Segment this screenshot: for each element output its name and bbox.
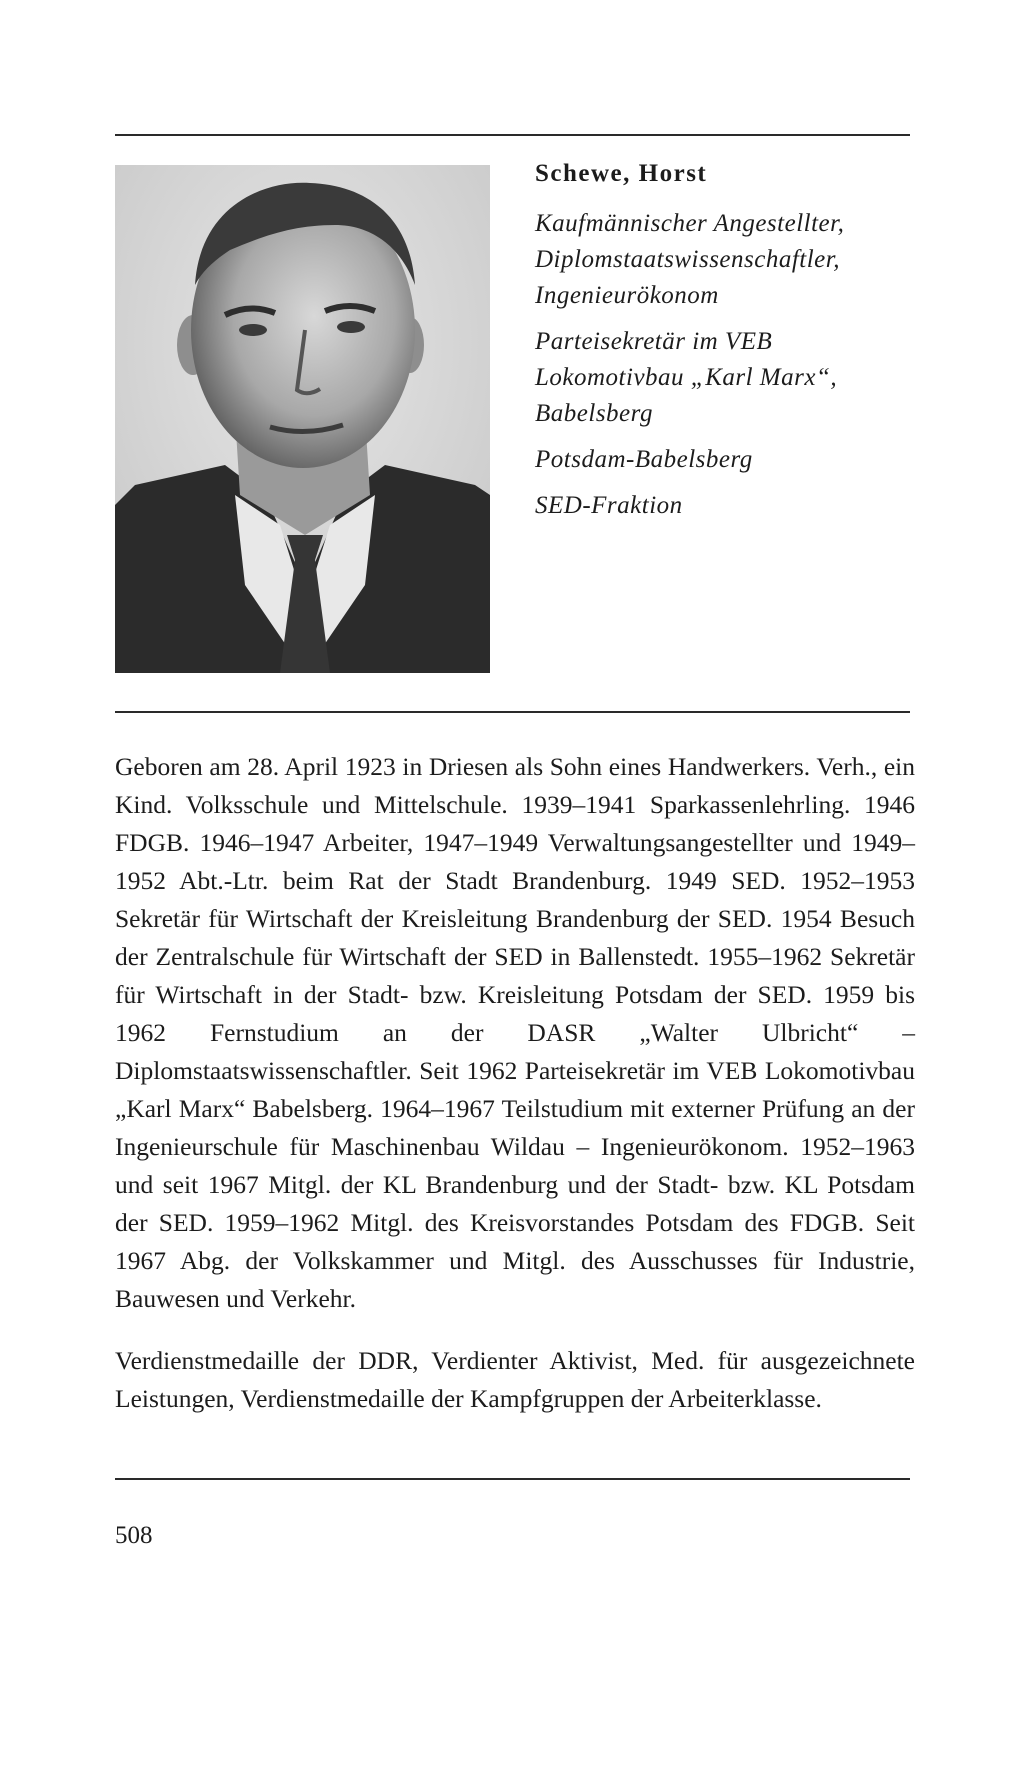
middle-divider	[115, 711, 910, 713]
faction-line: SED-Fraktion	[535, 492, 683, 519]
page-number: 508	[115, 1522, 153, 1549]
residence-line: Potsdam-Babelsberg	[535, 446, 753, 473]
position-line: Parteisekretär im VEB Lokomotivbau „Karl Marx“, Babelsberg	[535, 328, 838, 427]
awards-text: Verdienstmedaille der DDR, Verdienter Aktivist, Med. für ausgezeichnete Leistungen, Verdienstmedaille der Kampfgruppen der Arbeiterklasse.	[115, 1346, 915, 1413]
entry-header	[535, 160, 925, 534]
portrait-photo	[115, 165, 490, 673]
top-divider	[115, 134, 910, 136]
biography-text: Geboren am 28. April 1923 in Driesen als Sohn eines Handwerkers. Verh., ein Kind. Volksschule und Mittelschule. 1939–1941 Sparkassenlehrling. 1946 FDGB. 1946–1947 Arbeiter, 1947–1949 Verwaltungsangestellter und 1949–1952 Abt.-Ltr. beim Rat der Stadt Brandenburg. 1949 SED. 1952–1953 Sekretär für Wirtschaft der Kreisleitung Brandenburg der SED. 1954 Besuch der Zentralschule für Wirtschaft der SED in Ballenstedt. 1955–1962 Sekretär für Wirtschaft in der Stadt- bzw. Kreisleitung Potsdam der SED. 1959 bis 1962 Fernstudium an der DASR „Walter Ulbricht“ – Diplomstaatswissenschaftler. Seit 1962 Parteisekretär im VEB Lokomotivbau „Karl Marx“ Babelsberg. 1964–1967 Teilstudium mit externer Prüfung an der Ingenieurschule für Maschinenbau Wildau – Ingenieurökonom. 1952–1963 und seit 1967 Mitgl. der KL Brandenburg und der Stadt- bzw. KL Potsdam der SED. 1959–1962 Mitgl. des Kreisvorstandes Potsdam des FDGB. Seit 1967 Abg. der Volkskammer und Mitgl. des Ausschusses für Industrie, Bauwesen und Verkehr.	[115, 752, 915, 1313]
person-name: Schewe, Horst	[535, 160, 708, 187]
bottom-divider	[115, 1478, 910, 1480]
profession-line: Kaufmännischer Angestellter, Diplomstaatswissenschaftler, Ingenieurökonom	[535, 210, 845, 309]
